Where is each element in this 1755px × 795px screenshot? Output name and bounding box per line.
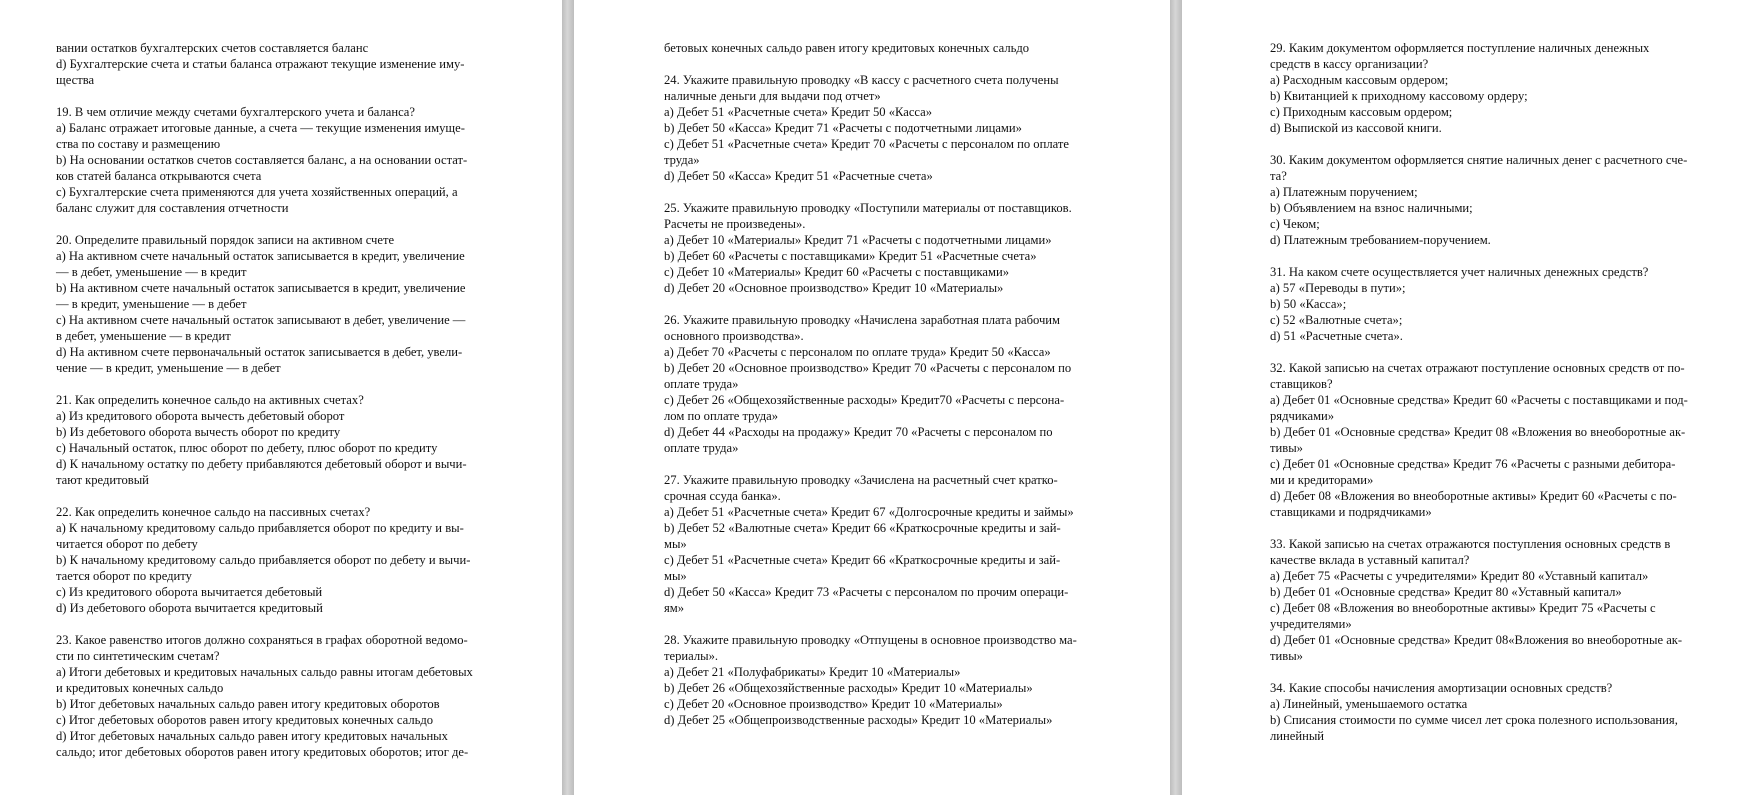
text-line: a) Платежным поручением; — [1270, 185, 1418, 199]
text-line: c) Дебет 10 «Материалы» Кредит 60 «Расчеты с поставщиками» — [664, 265, 1010, 279]
text-line: читается оборот по дебету — [56, 537, 198, 551]
text-line: 30. Каким документом оформляется снятие наличных денег с расчетного сче- — [1270, 153, 1688, 167]
text-line: Расчеты не произведены». — [664, 217, 806, 231]
text-line: c) 52 «Валютные счета»; — [1270, 313, 1403, 327]
text-line: 20. Определите правильный порядок записи на активном счете — [56, 233, 395, 247]
text-line: качестве вклада в уставный капитал? — [1270, 553, 1470, 567]
text-line: ставщиков? — [1270, 377, 1333, 391]
page-gutter — [1170, 0, 1182, 795]
text-line: a) Дебет 75 «Расчеты с учредителями» Кредит 80 «Уставный капитал» — [1270, 569, 1649, 583]
text-line: b) Итог дебетовых начальных сальдо равен итогу кредитовых оборотов — [56, 697, 440, 711]
text-line: 21. Как определить конечное сальдо на активных счетах? — [56, 393, 364, 407]
text-line: d) Выпиской из кассовой книги. — [1270, 121, 1442, 135]
text-line: b) Квитанцией к приходному кассовому ордеру; — [1270, 89, 1528, 103]
document-page-3 — [1182, 0, 1755, 795]
text-line: a) Расходным кассовым ордером; — [1270, 73, 1449, 87]
text-line: b) Дебет 52 «Валютные счета» Кредит 66 «Краткосрочные кредиты и зай- — [664, 521, 1061, 535]
question-block — [1270, 40, 1737, 136]
question-block — [56, 104, 526, 216]
text-line: в дебет, уменьшение — в кредит — [56, 329, 231, 343]
text-line: a) 57 «Переводы в пути»; — [1270, 281, 1406, 295]
text-line: баланс служит для составления отчетности — [56, 201, 289, 215]
text-line: b) Дебет 20 «Основное производство» Кредит 70 «Расчеты с персоналом по — [664, 361, 1072, 375]
text-line: 25. Укажите правильную проводку «Поступили материалы от поставщиков. — [664, 201, 1072, 215]
text-line: 31. На каком счете осуществляется учет наличных денежных средств? — [1270, 265, 1649, 279]
text-line: чение — в кредит, уменьшение — в дебет — [56, 361, 281, 375]
text-line: a) Дебет 21 «Полуфабрикаты» Кредит 10 «Материалы» — [664, 665, 961, 679]
text-line: мы» — [664, 569, 687, 583]
question-block — [664, 312, 1126, 456]
question-block — [1270, 536, 1737, 664]
text-line: d) Итог дебетовых начальных сальдо равен итогу кредитовых начальных — [56, 729, 448, 743]
text-line: 22. Как определить конечное сальдо на пассивных счетах? — [56, 505, 371, 519]
text-line: та? — [1270, 169, 1287, 183]
question-block — [664, 72, 1126, 184]
text-line: d) На активном счете первоначальный остаток записывается в дебет, увели- — [56, 345, 463, 359]
question-block — [56, 504, 526, 616]
question-block — [664, 200, 1126, 296]
text-line: a) Дебет 51 «Расчетные счета» Кредит 50 «Касса» — [664, 105, 933, 119]
text-line: 27. Укажите правильную проводку «Зачислена на расчетный счет кратко- — [664, 473, 1058, 487]
text-line: ям» — [664, 601, 685, 615]
text-line: учредителями» — [1270, 617, 1352, 631]
text-line: d) Дебет 44 «Расходы на продажу» Кредит 70 «Расчеты с персоналом по — [664, 425, 1053, 439]
text-line: d) К начальному остатку по дебету прибавляются дебетовый оборот и вычи- — [56, 457, 467, 471]
text-line: бетовых конечных сальдо равен итогу кредитовых конечных сальдо — [664, 41, 1030, 55]
text-line: рядчиками» — [1270, 409, 1335, 423]
text-line: териалы». — [664, 649, 719, 663]
text-line: d) Платежным требованием-поручением. — [1270, 233, 1491, 247]
page-gutter — [562, 0, 574, 795]
document-page-2 — [574, 0, 1170, 795]
text-line: b) На основании остатков счетов составляется баланс, а на основании остат- — [56, 153, 468, 167]
text-line: b) К начальному кредитовому сальдо прибавляется оборот по дебету и вычи- — [56, 553, 471, 567]
text-line: b) Дебет 60 «Расчеты с поставщиками» Кредит 51 «Расчетные счета» — [664, 249, 1037, 263]
text-line: d) Дебет 50 «Касса» Кредит 51 «Расчетные счета» — [664, 169, 933, 183]
text-line: вании остатков бухгалтерских счетов составляется баланс — [56, 41, 369, 55]
text-line: d) Дебет 50 «Касса» Кредит 73 «Расчеты с персоналом по прочим операци- — [664, 585, 1069, 599]
text-line: 23. Какое равенство итогов должно сохраняться в графах оборотной ведомо- — [56, 633, 468, 647]
text-line: c) Бухгалтерские счета применяются для учета хозяйственных операций, а — [56, 185, 458, 199]
text-line: a) Дебет 51 «Расчетные счета» Кредит 67 «Долгосрочные кредиты и займы» — [664, 505, 1074, 519]
text-line: средств в кассу организации? — [1270, 57, 1429, 71]
text-line: и кредитовых конечных сальдо — [56, 681, 224, 695]
document-page-1 — [0, 0, 562, 795]
question-block — [664, 40, 1126, 56]
text-line: 26. Укажите правильную проводку «Начислена заработная плата рабочим — [664, 313, 1061, 327]
text-line: b) Дебет 01 «Основные средства» Кредит 08 «Вложения во внеоборотные ак- — [1270, 425, 1686, 439]
text-line: b) На активном счете начальный остаток записывается в кредит, увеличение — [56, 281, 466, 295]
text-line: b) 50 «Касса»; — [1270, 297, 1347, 311]
text-line: b) Дебет 26 «Общехозяйственные расходы» Кредит 10 «Материалы» — [664, 681, 1033, 695]
text-line: a) К начальному кредитовому сальдо прибавляется оборот по кредиту и вы- — [56, 521, 464, 535]
text-line: d) Дебет 25 «Общепроизводственные расходы» Кредит 10 «Материалы» — [664, 713, 1053, 727]
text-line: d) Дебет 08 «Вложения во внеоборотные активы» Кредит 60 «Расчеты с по- — [1270, 489, 1677, 503]
text-line: оплате труда» — [664, 377, 739, 391]
text-line: оплате труда» — [664, 441, 739, 455]
text-line: c) Чеком; — [1270, 217, 1320, 231]
text-line: — в дебет, уменьшение — в кредит — [56, 265, 247, 279]
text-line: d) Из дебетового оборота вычитается кредитовый — [56, 601, 323, 615]
text-line: тивы» — [1270, 649, 1303, 663]
text-line: c) Из кредитового оборота вычитается дебетовый — [56, 585, 323, 599]
text-line: d) Бухгалтерские счета и статьи баланса отражают текущие изменение иму- — [56, 57, 465, 71]
question-block — [56, 392, 526, 488]
text-line: c) Дебет 51 «Расчетные счета» Кредит 66 «Краткосрочные кредиты и зай- — [664, 553, 1061, 567]
text-line: c) Приходным кассовым ордером; — [1270, 105, 1453, 119]
text-line: 33. Какой записью на счетах отражаются поступления основных средств в — [1270, 537, 1671, 551]
text-line: 29. Каким документом оформляется поступление наличных денежных — [1270, 41, 1650, 55]
text-line: 34. Какие способы начисления амортизации основных средств? — [1270, 681, 1613, 695]
text-line: a) Из кредитового оборота вычесть дебетовый оборот — [56, 409, 345, 423]
text-line: c) Дебет 08 «Вложения во внеоборотные активы» Кредит 75 «Расчеты с — [1270, 601, 1656, 615]
text-line: a) Линейный, уменьшаемого остатка — [1270, 697, 1468, 711]
text-line: b) Дебет 01 «Основные средства» Кредит 80 «Уставный капитал» — [1270, 585, 1622, 599]
question-block — [56, 232, 526, 376]
text-line: a) На активном счете начальный остаток записывается в кредит, увеличение — [56, 249, 465, 263]
text-line: труда» — [664, 153, 700, 167]
text-line: сти по синтетическим счетам? — [56, 649, 220, 663]
text-line: тается оборот по кредиту — [56, 569, 192, 583]
text-line: наличные деньги для выдачи под отчет» — [664, 89, 881, 103]
text-line: c) Дебет 01 «Основные средства» Кредит 76 «Расчеты с разными дебитора- — [1270, 457, 1676, 471]
text-line: c) Итог дебетовых оборотов равен итогу кредитовых конечных сальдо — [56, 713, 434, 727]
question-block — [1270, 680, 1737, 744]
text-line: c) Дебет 26 «Общехозяйственные расходы» Кредит70 «Расчеты с персона- — [664, 393, 1065, 407]
text-line: ставщиками и подрядчиками» — [1270, 505, 1432, 519]
text-line: b) Из дебетового оборота вычесть оборот по кредиту — [56, 425, 341, 439]
text-line: линейный — [1270, 729, 1325, 743]
text-line: ства по составу и размещению — [56, 137, 221, 151]
question-block — [664, 632, 1126, 728]
text-line: a) Дебет 10 «Материалы» Кредит 71 «Расчеты с подотчетными лицами» — [664, 233, 1052, 247]
text-line: a) Итоги дебетовых и кредитовых начальных сальдо равны итогам дебетовых — [56, 665, 473, 679]
question-block — [664, 472, 1126, 616]
text-line: ми и кредиторами» — [1270, 473, 1374, 487]
text-line: тают кредитовый — [56, 473, 149, 487]
text-line: d) Дебет 01 «Основные средства» Кредит 08«Вложения во внеоборотные ак- — [1270, 633, 1683, 647]
text-line: 24. Укажите правильную проводку «В кассу с расчетного счета получены — [664, 73, 1059, 87]
text-line: c) Дебет 20 «Основное производство» Кредит 10 «Материалы» — [664, 697, 1003, 711]
text-line: b) Дебет 50 «Касса» Кредит 71 «Расчеты с подотчетными лицами» — [664, 121, 1022, 135]
text-line: тивы» — [1270, 441, 1303, 455]
text-line: c) На активном счете начальный остаток записывают в дебет, увеличение — — [56, 313, 466, 327]
text-line: 32. Какой записью на счетах отражают поступление основных средств от по- — [1270, 361, 1685, 375]
text-line: a) Дебет 01 «Основные средства» Кредит 60 «Расчеты с поставщиками и под- — [1270, 393, 1688, 407]
text-line: b) Списания стоимости по сумме чисел лет срока полезного использования, — [1270, 713, 1678, 727]
text-line: щества — [56, 73, 95, 87]
text-line: c) Дебет 51 «Расчетные счета» Кредит 70 «Расчеты с персоналом по оплате — [664, 137, 1069, 151]
text-line: d) 51 «Расчетные счета». — [1270, 329, 1403, 343]
text-line: основного производства». — [664, 329, 804, 343]
text-line: лом по оплате труда» — [664, 409, 779, 423]
text-line: a) Баланс отражает итоговые данные, а счета — текущие изменения имуще- — [56, 121, 465, 135]
text-line: 28. Укажите правильную проводку «Отпущены в основное производство ма- — [664, 633, 1077, 647]
text-line: срочная ссуда банка». — [664, 489, 781, 503]
text-line: сальдо; итог дебетовых оборотов равен итогу кредитовых оборотов; итог де- — [56, 745, 469, 759]
text-line: a) Дебет 70 «Расчеты с персоналом по оплате труда» Кредит 50 «Касса» — [664, 345, 1051, 359]
question-block — [1270, 264, 1737, 344]
question-block — [1270, 360, 1737, 520]
question-block — [1270, 152, 1737, 248]
text-line: c) Начальный остаток, плюс оборот по дебету, плюс оборот по кредиту — [56, 441, 438, 455]
text-line: b) Объявлением на взнос наличными; — [1270, 201, 1473, 215]
text-line: — в кредит, уменьшение — в дебет — [56, 297, 247, 311]
text-line: 19. В чем отличие между счетами бухгалтерского учета и баланса? — [56, 105, 415, 119]
question-block — [56, 632, 526, 760]
text-line: d) Дебет 20 «Основное производство» Кредит 10 «Материалы» — [664, 281, 1004, 295]
question-block — [56, 40, 526, 88]
text-line: ков статей баланса открываются счета — [56, 169, 262, 183]
text-line: мы» — [664, 537, 687, 551]
